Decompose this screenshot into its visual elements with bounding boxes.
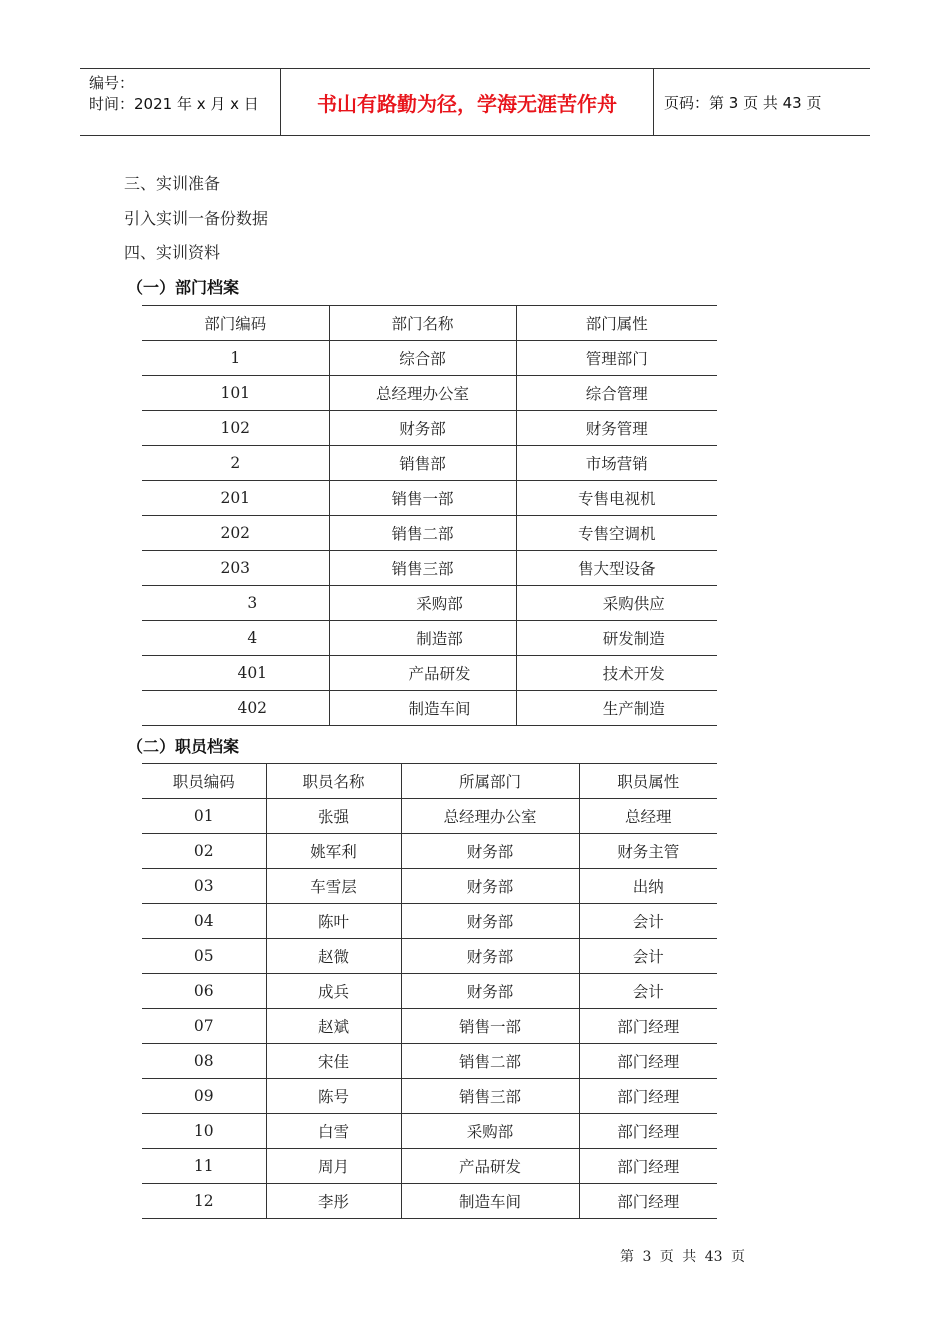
table-row <box>142 481 717 516</box>
table-cell: 专售空调机 <box>516 516 717 551</box>
table-row <box>142 1184 717 1219</box>
table-cell: 陈号 <box>266 1079 401 1114</box>
table-cell: 102 <box>142 411 329 446</box>
table-cell: 11 <box>142 1149 266 1184</box>
table-cell: 财务部 <box>401 974 579 1009</box>
table-cell: 部门经理 <box>579 1184 717 1219</box>
table-cell: 销售一部 <box>401 1009 579 1044</box>
table-cell: 销售二部 <box>329 516 516 551</box>
table-cell: 03 <box>142 869 266 904</box>
table-cell: 3 <box>142 586 329 621</box>
table-cell: 赵斌 <box>266 1009 401 1044</box>
table-cell: 201 <box>142 481 329 516</box>
table-cell: 销售三部 <box>401 1079 579 1114</box>
table-cell: 产品研发 <box>401 1149 579 1184</box>
table-header-cell: 职员编码 <box>142 764 266 799</box>
table-cell: 会计 <box>579 974 717 1009</box>
table-cell: 管理部门 <box>516 341 717 376</box>
emp-section-title: （二）职员档案 <box>127 737 240 756</box>
table-cell: 制造部 <box>329 621 516 656</box>
table-cell: 成兵 <box>266 974 401 1009</box>
table-row <box>142 586 717 621</box>
header-meta <box>80 69 281 135</box>
table-cell: 财务主管 <box>579 834 717 869</box>
table-cell: 财务部 <box>401 904 579 939</box>
table-cell: 市场营销 <box>516 446 717 481</box>
table-cell: 2 <box>142 446 329 481</box>
table-cell: 4 <box>142 621 329 656</box>
table-cell: 陈叶 <box>266 904 401 939</box>
table-row <box>142 1114 717 1149</box>
table-cell: 会计 <box>579 939 717 974</box>
table-cell: 制造车间 <box>329 691 516 726</box>
table-cell: 李彤 <box>266 1184 401 1219</box>
table-cell: 采购部 <box>329 586 516 621</box>
table-row <box>142 799 717 834</box>
table-cell: 202 <box>142 516 329 551</box>
table-cell: 白雪 <box>266 1114 401 1149</box>
table-cell: 销售一部 <box>329 481 516 516</box>
table-cell: 财务部 <box>401 834 579 869</box>
table-cell: 06 <box>142 974 266 1009</box>
doc-date: 时间：2021 年 x 月 x 日 <box>89 95 259 113</box>
table-cell: 1 <box>142 341 329 376</box>
table-cell: 综合部 <box>329 341 516 376</box>
table-row <box>142 411 717 446</box>
table-cell: 赵微 <box>266 939 401 974</box>
table-cell: 宋佳 <box>266 1044 401 1079</box>
table-row <box>142 446 717 481</box>
page-footer: 第 3 页 共 43 页 <box>620 1249 745 1265</box>
header-page-info: 页码：第 3 页 共 43 页 <box>664 93 822 112</box>
table-row <box>142 656 717 691</box>
table-cell: 售大型设备 <box>516 551 717 586</box>
table-cell: 402 <box>142 691 329 726</box>
table-row <box>142 621 717 656</box>
table-cell: 部门经理 <box>579 1009 717 1044</box>
table-cell: 专售电视机 <box>516 481 717 516</box>
table-row <box>142 1079 717 1114</box>
table-row <box>142 551 717 586</box>
table-cell: 04 <box>142 904 266 939</box>
table-cell: 采购部 <box>401 1114 579 1149</box>
table-cell: 02 <box>142 834 266 869</box>
header-motto: 书山有路勤为径，学海无涯苦作舟 <box>281 69 654 135</box>
department-table <box>142 305 717 726</box>
table-cell: 财务管理 <box>516 411 717 446</box>
dept-section-title: （一）部门档案 <box>127 278 240 297</box>
table-cell: 车雪层 <box>266 869 401 904</box>
prep-title: 三、实训准备 <box>124 174 221 193</box>
table-cell: 08 <box>142 1044 266 1079</box>
prep-text: 引入实训一备份数据 <box>124 209 269 228</box>
table-cell: 销售二部 <box>401 1044 579 1079</box>
table-row <box>142 691 717 726</box>
table-header-cell: 职员属性 <box>579 764 717 799</box>
table-cell: 12 <box>142 1184 266 1219</box>
table-cell: 401 <box>142 656 329 691</box>
table-header-row <box>142 306 717 341</box>
table-cell: 总经理 <box>579 799 717 834</box>
table-cell: 01 <box>142 799 266 834</box>
table-cell: 出纳 <box>579 869 717 904</box>
table-cell: 05 <box>142 939 266 974</box>
table-cell: 财务部 <box>401 869 579 904</box>
table-header-cell: 部门编码 <box>142 306 329 341</box>
table-cell: 101 <box>142 376 329 411</box>
table-cell: 部门经理 <box>579 1114 717 1149</box>
table-cell: 总经理办公室 <box>401 799 579 834</box>
table-cell: 07 <box>142 1009 266 1044</box>
table-row <box>142 869 717 904</box>
table-row <box>142 904 717 939</box>
table-cell: 部门经理 <box>579 1149 717 1184</box>
table-cell: 张强 <box>266 799 401 834</box>
table-cell: 周月 <box>266 1149 401 1184</box>
table-cell: 生产制造 <box>516 691 717 726</box>
doc-code-label: 编号： <box>89 74 135 92</box>
page-header <box>80 68 870 136</box>
table-cell: 销售部 <box>329 446 516 481</box>
table-row <box>142 516 717 551</box>
table-cell: 技术开发 <box>516 656 717 691</box>
table-cell: 10 <box>142 1114 266 1149</box>
employee-table <box>142 763 717 1219</box>
table-cell: 姚军利 <box>266 834 401 869</box>
table-cell: 财务部 <box>329 411 516 446</box>
table-row <box>142 1009 717 1044</box>
table-cell: 部门经理 <box>579 1044 717 1079</box>
table-header-row <box>142 764 717 799</box>
data-title: 四、实训资料 <box>124 243 221 262</box>
table-cell: 财务部 <box>401 939 579 974</box>
table-header-cell: 部门名称 <box>329 306 516 341</box>
table-row <box>142 341 717 376</box>
table-row <box>142 1149 717 1184</box>
table-cell: 采购供应 <box>516 586 717 621</box>
table-cell: 09 <box>142 1079 266 1114</box>
table-row <box>142 1044 717 1079</box>
table-cell: 203 <box>142 551 329 586</box>
table-cell: 产品研发 <box>329 656 516 691</box>
table-cell: 会计 <box>579 904 717 939</box>
table-cell: 销售三部 <box>329 551 516 586</box>
table-cell: 制造车间 <box>401 1184 579 1219</box>
table-cell: 综合管理 <box>516 376 717 411</box>
table-cell: 总经理办公室 <box>329 376 516 411</box>
table-cell: 研发制造 <box>516 621 717 656</box>
table-header-cell: 职员名称 <box>266 764 401 799</box>
table-row <box>142 376 717 411</box>
table-header-cell: 部门属性 <box>516 306 717 341</box>
table-cell: 部门经理 <box>579 1079 717 1114</box>
table-row <box>142 974 717 1009</box>
table-header-cell: 所属部门 <box>401 764 579 799</box>
table-row <box>142 939 717 974</box>
table-row <box>142 834 717 869</box>
